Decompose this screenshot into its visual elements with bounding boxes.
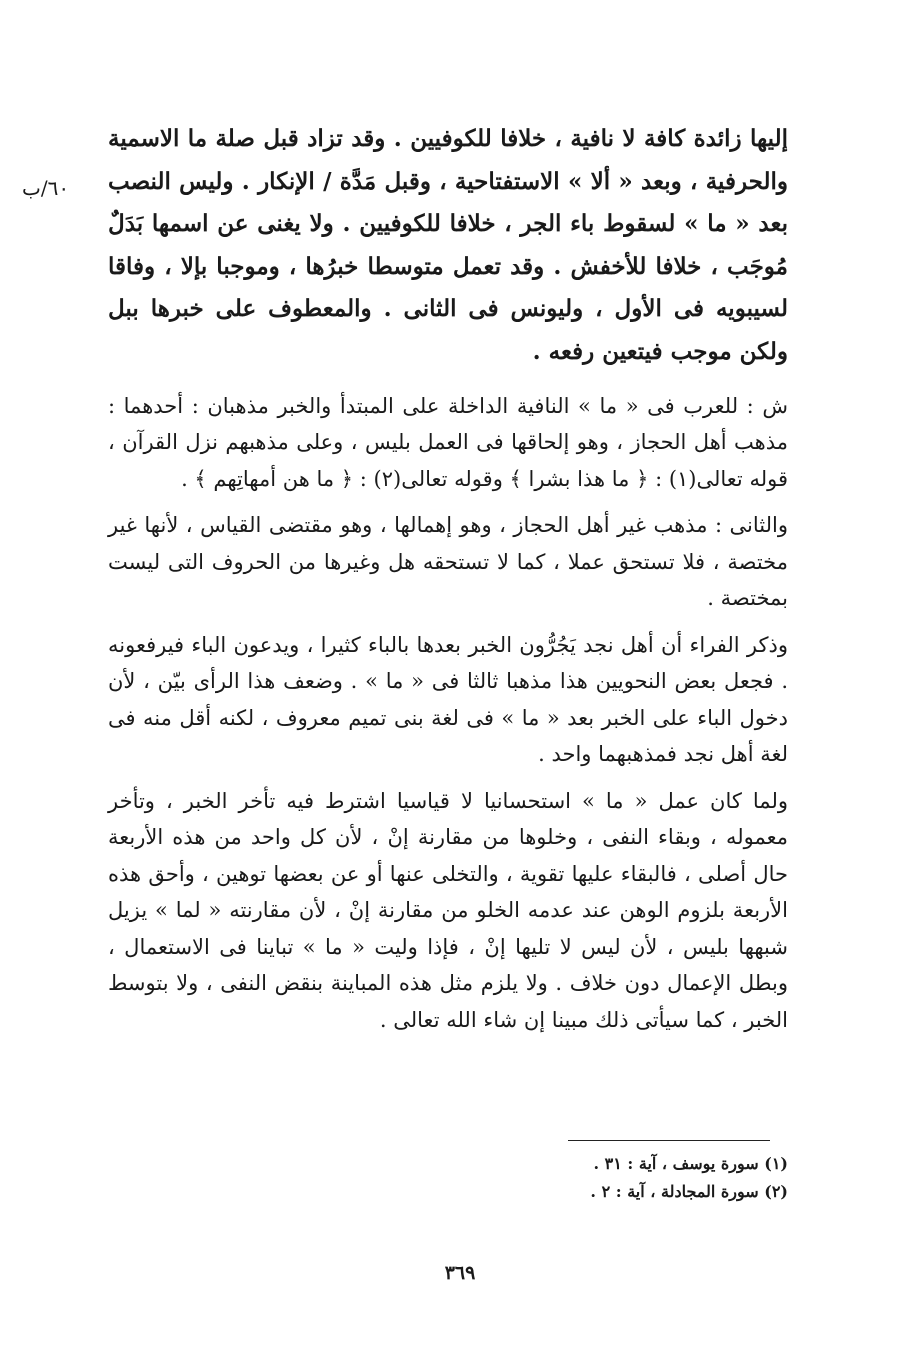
matn-paragraph: إليها زائدة كافة لا نافية ، خلافا للكوفيين . وقد تزاد قبل صلة ما الاسمية والحرفية ، وبعد « ألا » الاستفتاحية ، وقبل مَدَّة / الإنكار . وليس النصب بعد « ما » لسقوط باء الجر ، خلافا للكوفيين . ولا يغنى عن اسمها بَدَلٌ مُوجَب ، خلافا للأخفش . وقد تعمل متوسطا خبرُها ، وموجبا بإلا ، وفاقا لسيبويه فى الأول ، وليونس فى الثانى . والمعطوف على خبرها ببل ولكن موجب فيتعين رفعه . [108,125,788,365]
footnotes [420,1150,788,1206]
commentary-paragraph-3: وذكر الفراء أن أهل نجد يَجُرُّون الخبر بعدها بالباء كثيرا ، ويدعون الباء فيرفعونه . فجعل بعض النحويين هذا مذهبا ثالثا فى « ما » . وضعف هذا الرأى بيّن ، لأن دخول الباء على الخبر بعد « ما » فى لغة بنى تميم معروف ، لكنه أقل منه فى لغة أهل نجد فمذهبهما واحد . [108,632,788,767]
footnote-2: (٢) سورة المجادلة ، آية : ٢ . [590,1182,788,1201]
footnote-divider [568,1140,770,1141]
margin-folio-note: ٦٠/ب [22,176,70,200]
page-number: ٣٦٩ [444,1262,476,1284]
footnote-1: (١) سورة يوسف ، آية : ٣١ . [593,1154,788,1173]
commentary-paragraph-4: ولما كان عمل « ما » استحسانيا لا قياسيا اشترط فيه تأخر الخبر ، وتأخر معموله ، وبقاء النفى ، وخلوها من مقارنة إنْ ، لأن كل واحد من هذه الأربعة حال أصلى ، فالبقاء عليها تقوية ، والتخلى عنها أو عن بعضها توهين ، وأحق هذه الأربعة بلزوم الوهن عند عدمه الخلو من مقارنة إنْ ، لأن مقارنته « لما » يزيل شبهها بليس ، لأن ليس لا تليها إنْ ، فإذا وليت « ما » تباينا فى الاستعمال ، وبطل الإعمال دون خلاف . ولا يلزم مثل هذه المباينة بنقض النفى ، ولا بتوسط الخبر ، كما سيأتى ذلك مبينا إن شاء الله تعالى . [108,788,788,1032]
commentary-paragraph-2: والثانى : مذهب غير أهل الحجاز ، وهو إهمالها ، وهو مقتضى القياس ، لأنها غير مختصة ، فلا تستحق عملا ، كما لا تستحقه هل وغيرها من الحروف التى ليست بمختصة . [108,513,788,611]
main-text-block [108,118,788,1048]
commentary-paragraph-1: ش : للعرب فى « ما » النافية الداخلة على المبتدأ والخبر مذهبان : أحدهما : مذهب أهل الحجاز ، وهو إلحاقها فى العمل بليس ، وعلى مذهبهم نزل القرآن ، قوله تعالى(١) : ﴿ ما هذا بشرا ﴾ وقوله تعالى(٢) : ﴿ ما هن أمهاتِهم ﴾ . [108,393,788,491]
